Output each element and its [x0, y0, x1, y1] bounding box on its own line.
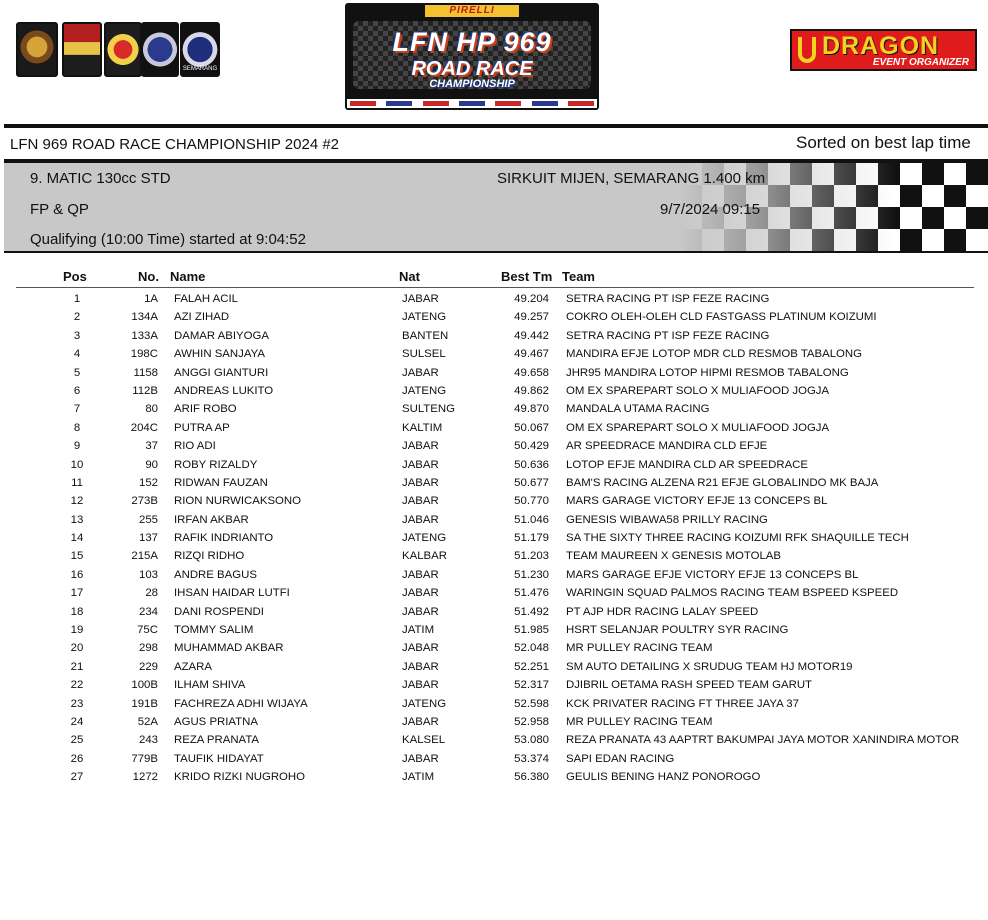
- cell-nationality: JABAR: [402, 660, 439, 673]
- cell-rider-name: DAMAR ABIYOGA: [174, 329, 269, 342]
- cell-pos: 16: [70, 568, 84, 581]
- cell-number: 1272: [132, 771, 158, 784]
- cell-best-time: 49.442: [514, 329, 549, 342]
- cell-team: MANDALA UTAMA RACING: [566, 403, 710, 416]
- cell-team: SA THE SIXTY THREE RACING KOIZUMI RFK SHAQUILLE TECH: [566, 532, 909, 545]
- cell-rider-name: FALAH ACIL: [174, 293, 238, 305]
- cell-nationality: JATENG: [402, 697, 447, 710]
- cell-rider-name: RIDWAN FAUZAN: [174, 476, 268, 489]
- cell-team: MR PULLEY RACING TEAM: [566, 642, 713, 655]
- cell-pos: 12: [70, 495, 84, 508]
- cell-team: KCK PRIVATER RACING FT THREE JAYA 37: [566, 697, 799, 710]
- cell-rider-name: ROBY RIZALDY: [174, 458, 258, 471]
- cell-number: 134A: [131, 311, 158, 324]
- table-row: [0, 624, 988, 642]
- table-row: [0, 642, 988, 660]
- table-row: [0, 403, 988, 421]
- table-row: [0, 734, 988, 752]
- table-row: [0, 311, 988, 329]
- cell-number: 52A: [137, 715, 158, 728]
- cell-number: 198C: [130, 348, 158, 361]
- table-row: [0, 771, 988, 789]
- cell-rider-name: ANDREAS LUKITO: [174, 384, 274, 397]
- cell-number: 90: [145, 458, 158, 471]
- cell-best-time: 49.658: [514, 366, 549, 379]
- cell-nationality: JABAR: [402, 513, 439, 526]
- cell-team: TEAM MAUREEN X GENESIS MOTOLAB: [566, 550, 781, 563]
- cell-rider-name: ILHAM SHIVA: [174, 679, 246, 692]
- cell-number: 779B: [131, 752, 158, 765]
- cell-best-time: 52.598: [514, 697, 549, 710]
- cell-number: 1A: [144, 293, 158, 305]
- cell-team: SETRA RACING PT ISP FEZE RACING: [566, 293, 770, 305]
- cell-nationality: JABAR: [402, 476, 439, 489]
- cell-team: MR PULLEY RACING TEAM: [566, 715, 713, 728]
- cell-number: 1158: [133, 366, 158, 379]
- cell-nationality: JATENG: [402, 384, 447, 397]
- cell-number: 133A: [131, 329, 158, 342]
- cell-best-time: 49.257: [514, 311, 549, 324]
- cell-rider-name: FACHREZA ADHI WIJAYA: [174, 697, 308, 710]
- table-header: [0, 269, 988, 285]
- cell-best-time: 50.770: [514, 495, 549, 508]
- cell-rider-name: RIO ADI: [174, 440, 216, 453]
- table-row: [0, 367, 988, 385]
- cell-best-time: 49.870: [514, 403, 549, 416]
- cell-rider-name: RAFIK INDRIANTO: [174, 532, 274, 545]
- cell-nationality: JATENG: [402, 311, 447, 324]
- cell-pos: 19: [70, 624, 84, 637]
- cell-best-time: 50.429: [514, 440, 549, 453]
- police-star-logo: [104, 22, 142, 77]
- column-header-best-time: Best Tm: [501, 269, 553, 284]
- cell-nationality: JABAR: [402, 495, 439, 508]
- cell-number: 28: [145, 587, 158, 600]
- divider: [4, 251, 988, 253]
- cell-number: 80: [145, 403, 158, 416]
- cell-team: REZA PRANATA 43 AAPTRT BAKUMPAI JAYA MOTOR XANINDIRA MOTOR: [566, 734, 960, 747]
- table-row: [0, 679, 988, 697]
- cell-best-time: 51.985: [514, 624, 549, 637]
- organizer-subtitle: EVENT ORGANIZER: [872, 57, 969, 68]
- cell-rider-name: ARIF ROBO: [174, 403, 237, 416]
- cell-pos: 6: [73, 384, 81, 397]
- table-row: [0, 753, 988, 771]
- cell-nationality: JABAR: [402, 642, 439, 655]
- table-row: [0, 385, 988, 403]
- sponsor-logo: [423, 101, 449, 106]
- cell-pos: 2: [73, 311, 81, 324]
- event-title: LFN 969 ROAD RACE CHAMPIONSHIP 2024 #2: [10, 136, 340, 153]
- cell-nationality: JATIM: [402, 771, 435, 784]
- cell-pos: 4: [73, 348, 81, 361]
- cell-number: 229: [138, 660, 158, 673]
- circuit-info: SIRKUIT MIJEN, SEMARANG 1.400 km: [497, 170, 766, 187]
- cell-pos: 20: [70, 642, 84, 655]
- cell-pos: 15: [70, 550, 84, 563]
- table-row: [0, 716, 988, 734]
- cell-team: AR SPEEDRACE MANDIRA CLD EFJE: [566, 440, 768, 453]
- class-name: 9. MATIC 130cc STD: [30, 170, 171, 187]
- cell-team: SAPI EDAN RACING: [566, 752, 675, 765]
- table-row: [0, 569, 988, 587]
- qualifying-info: Qualifying (10:00 Time) started at 9:04:52: [30, 231, 306, 248]
- cell-number: 243: [138, 734, 158, 747]
- cell-nationality: KALTIM: [402, 421, 443, 434]
- table-row: [0, 459, 988, 477]
- cell-rider-name: IHSAN HAIDAR LUTFI: [174, 587, 290, 600]
- cell-pos: 23: [70, 697, 84, 710]
- cell-best-time: 52.048: [514, 642, 549, 655]
- cell-pos: 11: [71, 476, 83, 489]
- cell-number: 75C: [137, 624, 158, 637]
- cell-best-time: 49.204: [514, 293, 549, 305]
- cell-pos: 25: [70, 734, 84, 747]
- cell-pos: 24: [70, 715, 84, 728]
- cell-rider-name: ANGGI GIANTURI: [174, 366, 269, 379]
- cell-pos: 9: [73, 440, 81, 453]
- session-datetime: 9/7/2024 09:15: [660, 201, 761, 218]
- sponsor-logo: [386, 101, 412, 106]
- cell-best-time: 53.374: [514, 752, 549, 765]
- cell-team: PT AJP HDR RACING LALAY SPEED: [566, 605, 759, 618]
- cell-nationality: JABAR: [402, 715, 439, 728]
- cell-team: HSRT SELANJAR POULTRY SYR RACING: [566, 624, 789, 637]
- badge-caption: SEMARANG: [182, 66, 218, 72]
- column-header-name: Name: [170, 269, 206, 284]
- cell-rider-name: AZARA: [174, 660, 212, 673]
- cell-nationality: JABAR: [402, 458, 439, 471]
- cell-nationality: JABAR: [402, 605, 439, 618]
- column-header-nat: Nat: [399, 269, 420, 284]
- cell-team: MARS GARAGE VICTORY EFJE 13 CONCEPS BL: [566, 495, 828, 508]
- cell-pos: 26: [70, 752, 84, 765]
- cell-pos: 1: [73, 293, 81, 305]
- cell-team: SM AUTO DETAILING X SRUDUG TEAM HJ MOTOR19: [566, 660, 853, 673]
- table-row: [0, 330, 988, 348]
- cell-best-time: 52.317: [514, 679, 549, 692]
- cell-best-time: 51.179: [514, 532, 549, 545]
- cell-number: 152: [138, 476, 158, 489]
- table-row: [0, 606, 988, 624]
- cell-best-time: 51.476: [514, 587, 549, 600]
- cell-nationality: JABAR: [402, 293, 439, 305]
- cell-nationality: KALSEL: [402, 734, 446, 747]
- cell-rider-name: PUTRA AP: [174, 421, 230, 434]
- cell-best-time: 50.067: [514, 421, 549, 434]
- logo-line-1: LFN HP 969: [392, 27, 552, 57]
- logo-line-2: ROAD RACE: [411, 58, 533, 80]
- cell-team: JHR95 MANDIRA LOTOP HIPMI RESMOB TABALONG: [566, 366, 849, 379]
- sponsor-logo: [568, 101, 594, 106]
- header-underline: [16, 287, 974, 288]
- sponsor-logo: [459, 101, 485, 106]
- cell-pos: 5: [73, 366, 81, 379]
- cell-nationality: JABAR: [402, 679, 439, 692]
- sort-label: Sorted on best lap time: [796, 133, 971, 152]
- cell-pos: 14: [70, 532, 84, 545]
- cell-team: DJIBRIL OETAMA RASH SPEED TEAM GARUT: [566, 679, 812, 692]
- cell-pos: 17: [70, 587, 84, 600]
- cell-best-time: 52.251: [514, 660, 549, 673]
- regional-emblem-logo: [16, 22, 58, 77]
- cell-rider-name: AZI ZIHAD: [174, 311, 230, 324]
- cell-best-time: 51.492: [514, 605, 549, 618]
- cell-nationality: JATIM: [402, 624, 435, 637]
- cell-nationality: JATENG: [402, 532, 447, 545]
- cell-number: 215A: [131, 550, 158, 563]
- column-header-team: Team: [562, 269, 595, 284]
- logo-line-3: CHAMPIONSHIP: [429, 78, 515, 90]
- cell-rider-name: IRFAN AKBAR: [174, 513, 249, 526]
- table-row: [0, 495, 988, 513]
- cell-best-time: 56.380: [514, 771, 549, 784]
- cell-nationality: JABAR: [402, 752, 439, 765]
- cell-team: WARINGIN SQUAD PALMOS RACING TEAM BSPEED KSPEED: [566, 587, 899, 600]
- sponsor-logo: [350, 101, 376, 106]
- cell-rider-name: DANI ROSPENDI: [174, 605, 264, 618]
- cell-number: 204C: [130, 421, 158, 434]
- cell-pos: 8: [73, 421, 81, 434]
- cell-rider-name: AWHIN SANJAYA: [174, 348, 265, 361]
- cell-number: 37: [145, 440, 158, 453]
- cell-nationality: KALBAR: [402, 550, 447, 563]
- cell-rider-name: MUHAMMAD AKBAR: [174, 642, 284, 655]
- cell-team: SETRA RACING PT ISP FEZE RACING: [566, 329, 770, 342]
- cell-pos: 3: [73, 329, 81, 342]
- cell-rider-name: KRIDO RIZKI NUGROHO: [174, 771, 305, 784]
- cell-best-time: 51.203: [514, 550, 549, 563]
- cell-best-time: 52.958: [514, 715, 549, 728]
- cell-pos: 18: [70, 605, 84, 618]
- cell-number: 100B: [131, 679, 158, 692]
- police-crest-logo: [62, 22, 102, 77]
- sponsor-strip: [347, 99, 597, 108]
- cell-team: BAM'S RACING ALZENA R21 EFJE GLOBALINDO MK BAJA: [566, 476, 879, 489]
- table-row: [0, 698, 988, 716]
- imi-semarang-logo: [180, 22, 220, 77]
- cell-pos: 13: [70, 513, 84, 526]
- table-row: [0, 348, 988, 366]
- cell-number: 234: [138, 605, 158, 618]
- cell-team: MANDIRA EFJE LOTOP MDR CLD RESMOB TABALONG: [566, 348, 863, 361]
- cell-team: GEULIS BENING HANZ PONOROGO: [566, 771, 761, 784]
- column-header-no: No.: [138, 269, 159, 284]
- table-row: [0, 422, 988, 440]
- sponsor-logo: [495, 101, 521, 106]
- cell-rider-name: AGUS PRIATNA: [174, 715, 258, 728]
- cell-pos: 22: [70, 679, 84, 692]
- cell-best-time: 50.636: [514, 458, 549, 471]
- column-header-pos: Pos: [63, 269, 87, 284]
- cell-team: LOTOP EFJE MANDIRA CLD AR SPEEDRACE: [566, 458, 809, 471]
- table-row: [0, 514, 988, 532]
- cell-pos: 7: [73, 403, 81, 416]
- organizer-logo: [790, 29, 977, 71]
- cell-best-time: 51.230: [514, 568, 549, 581]
- cell-rider-name: TOMMY SALIM: [174, 624, 254, 637]
- table-row: [0, 550, 988, 568]
- cell-team: OM EX SPAREPART SOLO X MULIAFOOD JOGJA: [566, 421, 830, 434]
- cell-nationality: JABAR: [402, 440, 439, 453]
- cell-best-time: 51.046: [514, 513, 549, 526]
- cell-nationality: SULSEL: [402, 348, 446, 361]
- cell-nationality: JABAR: [402, 568, 439, 581]
- cell-rider-name: ANDRE BAGUS: [174, 568, 257, 581]
- cell-number: 273B: [131, 495, 158, 508]
- table-row: [0, 661, 988, 679]
- cell-nationality: JABAR: [402, 366, 439, 379]
- cell-number: 255: [138, 513, 158, 526]
- organizer-name: DRAGON: [822, 32, 940, 60]
- cell-rider-name: REZA PRANATA: [174, 734, 260, 747]
- results-table: [0, 293, 988, 790]
- cell-best-time: 53.080: [514, 734, 549, 747]
- cell-nationality: SULTENG: [402, 403, 455, 416]
- sponsor-logo: [532, 101, 558, 106]
- cell-nationality: JABAR: [402, 587, 439, 600]
- imi-club-logo: [141, 22, 179, 77]
- cell-nationality: BANTEN: [402, 329, 449, 342]
- cell-number: 191B: [131, 697, 158, 710]
- cell-number: 298: [138, 642, 158, 655]
- table-row: [0, 477, 988, 495]
- cell-team: MARS GARAGE EFJE VICTORY EFJE 13 CONCEPS BL: [566, 568, 859, 581]
- cell-rider-name: TAUFIK HIDAYAT: [174, 752, 264, 765]
- cell-number: 137: [138, 532, 158, 545]
- championship-logo: [345, 3, 599, 110]
- cell-team: OM EX SPAREPART SOLO X MULIAFOOD JOGJA: [566, 384, 830, 397]
- table-row: [0, 440, 988, 458]
- table-row: [0, 293, 988, 311]
- cell-pos: 21: [70, 660, 84, 673]
- cell-best-time: 50.677: [514, 476, 549, 489]
- cell-team: GENESIS WIBAWA58 PRILLY RACING: [566, 513, 768, 526]
- divider: [4, 124, 988, 128]
- cell-best-time: 49.467: [514, 348, 549, 361]
- cell-number: 103: [138, 568, 158, 581]
- cell-best-time: 49.862: [514, 384, 549, 397]
- cell-rider-name: RION NURWICAKSONO: [174, 495, 301, 508]
- pirelli-logo: PIRELLI: [425, 5, 519, 17]
- session-name: FP & QP: [30, 201, 89, 218]
- cell-pos: 10: [70, 458, 84, 471]
- header-logos: [0, 0, 988, 122]
- cell-team: COKRO OLEH-OLEH CLD FASTGASS PLATINUM KOIZUMI: [566, 311, 877, 324]
- cell-pos: 27: [70, 771, 84, 784]
- table-row: [0, 587, 988, 605]
- table-row: [0, 532, 988, 550]
- cell-rider-name: RIZQI RIDHO: [174, 550, 245, 563]
- dragon-u-icon: [798, 37, 816, 63]
- cell-number: 112B: [132, 384, 158, 397]
